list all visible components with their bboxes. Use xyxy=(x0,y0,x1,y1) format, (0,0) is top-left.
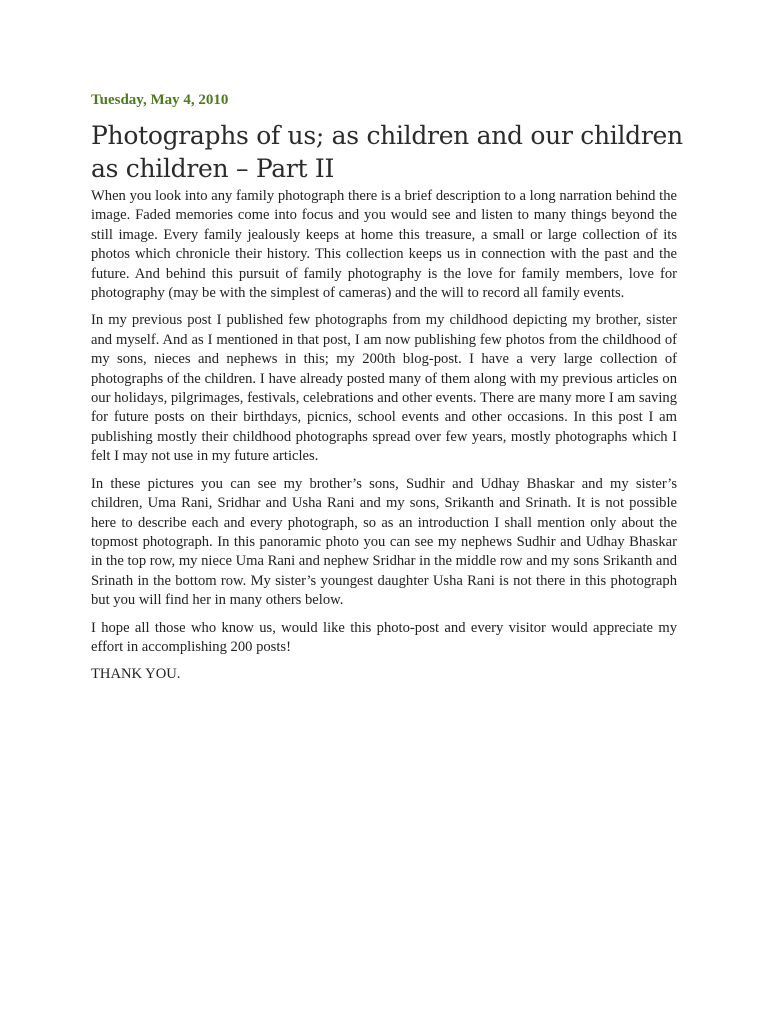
paragraph-thanks: THANK YOU. xyxy=(91,666,181,683)
post-date: Tuesday, May 4, 2010 xyxy=(91,92,229,108)
paragraph-previous-post: In my previous post I published few photographs from my childhood depicting my brother, sister and myself. And as I mentioned in that post, I am now publishing few photos from the childhood of my sons, nieces and nephews in this; my 200th blog-post. I have a very large collection of photographs of the children. I have already posted many of them along with my previous articles on our holidays, pilgrimages, festivals, celebrations and other events. There are many more I am saving for future posts on their birthdays, picnics, school events and other occasions. In this post I am publishing mostly their childhood photographs spread over few years, mostly photographs which I felt I may not use in my future articles. xyxy=(91,312,677,465)
paragraph-pictures: In these pictures you can see my brother’s sons, Sudhir and Udhay Bhaskar and my sister’s children, Uma Rani, Sridhar and Usha Rani and my sons, Srikanth and Srinath. It is not possible here to describe each and every photograph, so as an introduction I shall mention only about the topmost photograph. In this panoramic photo you can see my nephews Sudhir and Udhay Bhaskar in the top row, my niece Uma Rani and nephew Sridhar in the middle row and my sons Srikanth and Srinath in the bottom row. My sister’s youngest daughter Usha Rani is not there in this photograph but you will find her in many others below. xyxy=(91,475,677,609)
paragraph-intro: When you look into any family photograph there is a brief description to a long narration behind the image. Faded memories come into focus and you would see and listen to many things beyond the still image. Every family jealously keeps at home this treasure, a small or large collection of its photos which chronicle their history. This collection keeps us in connection with the past and the future. And behind this pursuit of family photography is the love for family members, love for photography (may be with the simplest of cameras) and the will to record all family events. xyxy=(91,188,677,302)
post-body xyxy=(91,187,677,693)
paragraph-hope: I hope all those who know us, would like this photo-post and every visitor would appreciate my effort in accomplishing 200 posts! xyxy=(91,619,677,655)
post-title: Photographs of us; as children and our children as children – Part II xyxy=(91,121,683,183)
